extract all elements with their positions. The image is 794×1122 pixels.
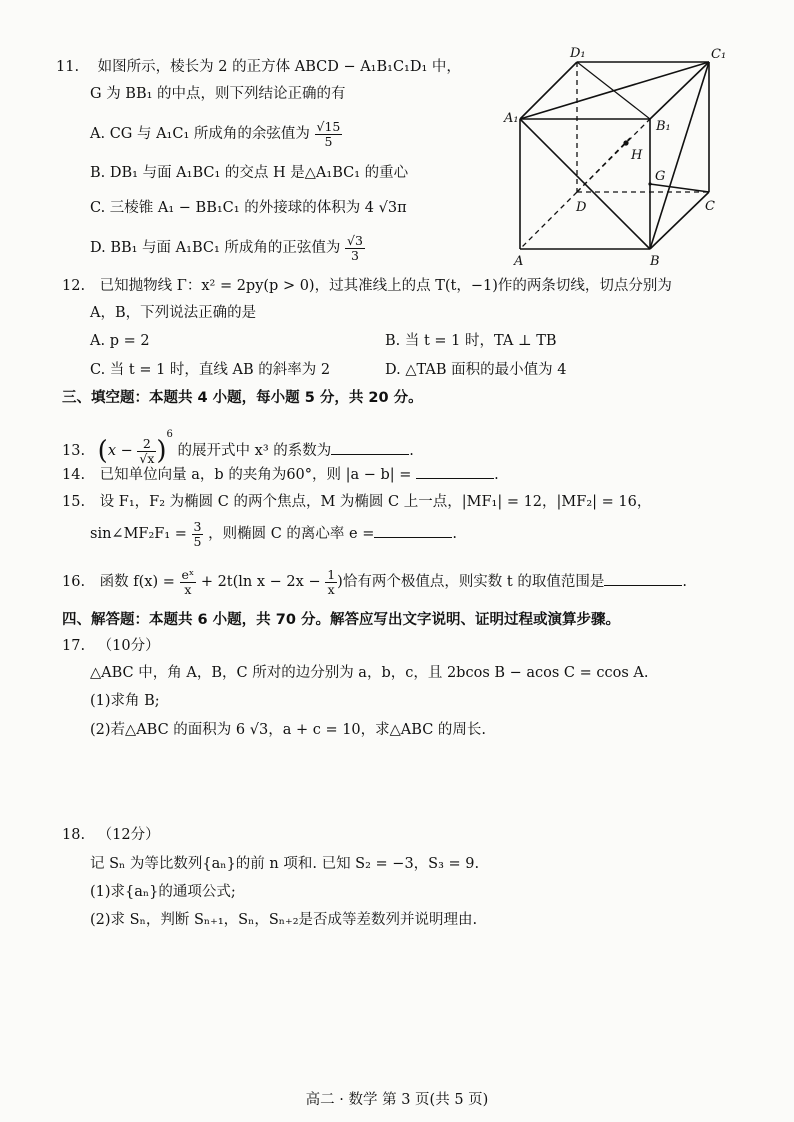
q12-stem-1: 已知抛物线 Γ：x² = 2py(p > 0)，过其准线上的点 T(t，−1)作的两条切线，切点分别为 xyxy=(99,278,672,294)
q15-frac-den: 5 xyxy=(193,533,202,549)
q15-line1 xyxy=(62,492,651,512)
q11-option-d-text: D. BB₁ 与面 A₁BC₁ 所成角的正弦值为 xyxy=(90,240,341,256)
q15-end: . xyxy=(452,526,457,542)
q14-end: . xyxy=(494,467,499,483)
q11-line1 xyxy=(56,57,461,77)
q17-number: 17. xyxy=(62,638,86,654)
page-footer: 高二 · 数学 第 3 页(共 5 页) xyxy=(305,1092,489,1108)
q15-fraction xyxy=(192,520,204,549)
q16-frac1-num: eˣ xyxy=(181,566,195,582)
q16-frac1-den: x xyxy=(184,581,192,597)
q13-number: 13. xyxy=(62,443,86,459)
q18-header xyxy=(62,825,160,845)
q12-option-d: D. △TAB 面积的最小值为 4 xyxy=(385,362,567,378)
q13-post: 的展开式中 x³ 的系数为 xyxy=(177,443,332,459)
q16-frac2-den: x xyxy=(327,581,335,597)
q16-frac2-num: 1 xyxy=(327,566,336,582)
q13-exponent: 6 xyxy=(166,429,173,440)
q11-option-a-num: √15 xyxy=(316,118,341,134)
q17-stem: △ABC 中，角 A，B，C 所对的边分别为 a，b，c，且 2bcos B − acos C = ccos A. xyxy=(90,665,649,681)
q18-part-1: (1)求{aₙ}的通项公式; xyxy=(90,884,236,900)
q15-sin: sin∠MF₂F₁ = xyxy=(90,526,187,542)
q11-option-a xyxy=(90,118,342,150)
label-d: D xyxy=(576,200,587,215)
q11-option-a-fraction xyxy=(315,120,343,149)
label-b: B xyxy=(650,254,660,269)
q11-option-a-text: A. CG 与 A₁C₁ 所成角的余弦值为 xyxy=(90,126,310,142)
label-c: C xyxy=(705,199,715,214)
q11-option-d-num: √3 xyxy=(347,232,363,248)
label-h: H xyxy=(631,148,643,163)
q12-stem-2: A，B，下列说法正确的是 xyxy=(90,305,257,321)
q13: 13. (x − $\frac{2}{√x}$ )$^6$ 的展开式中 x³ 的系数为 . xyxy=(62,429,414,466)
label-g: G xyxy=(655,169,666,184)
q18-number: 18. xyxy=(62,827,86,843)
q15-answer-blank[interactable] xyxy=(374,523,452,538)
q14-number: 14. xyxy=(62,467,86,483)
q13-fraction xyxy=(137,437,156,466)
segment-d1-b1 xyxy=(577,62,650,119)
cube-figure xyxy=(500,44,740,269)
label-c1: C₁ xyxy=(711,47,727,62)
q18-score: （12分） xyxy=(97,827,160,843)
q13-frac-num: 2 xyxy=(137,437,156,452)
q17-part-2: (2)若△ABC 的面积为 6 √3，a + c = 10，求△ABC 的周长. xyxy=(90,722,487,738)
q15-line2 xyxy=(90,516,457,552)
q15-number: 15. xyxy=(62,494,86,510)
q11-option-d-den: 3 xyxy=(351,247,359,263)
point-g xyxy=(648,182,651,185)
section-3-heading: 三、填空题：本题共 4 小题，每小题 5 分，共 20 分。 xyxy=(62,390,423,406)
q12-line1 xyxy=(62,276,672,296)
q12-option-a: A. p = 2 xyxy=(90,333,150,349)
q17-score: （10分） xyxy=(97,638,160,654)
point-h xyxy=(623,140,628,145)
q13-answer-blank[interactable] xyxy=(331,440,409,455)
q18-stem: 记 Sₙ 为等比数列{aₙ}的前 n 项和. 已知 S₂ = −3，S₃ = 9. xyxy=(90,856,480,872)
q11-option-a-den: 5 xyxy=(324,133,333,149)
edge-d-a xyxy=(520,192,577,249)
q12-option-c: C. 当 t = 1 时，直线 AB 的斜率为 2 xyxy=(90,362,331,378)
segment-g-c xyxy=(650,184,709,192)
segment-d-h xyxy=(577,138,630,192)
q16-fraction-1 xyxy=(180,568,197,597)
label-b1: B₁ xyxy=(656,119,671,134)
q14-answer-blank[interactable] xyxy=(416,464,494,479)
q16-number: 16. xyxy=(62,574,86,590)
q11-option-d-fraction xyxy=(345,234,365,263)
section-4-heading: 四、解答题：本题共 6 小题，共 70 分。解答应写出文字说明、证明过程或演算步骤。 xyxy=(62,612,620,628)
q14-text: 已知单位向量 a，b 的夹角为60°，则 |a − b| = xyxy=(99,467,412,483)
q11-option-c: C. 三棱锥 A₁ − BB₁C₁ 的外接球的体积为 4 √3π xyxy=(90,200,407,216)
label-d1: D₁ xyxy=(570,46,586,61)
q15-frac-num: 3 xyxy=(193,518,202,534)
q16-answer-blank[interactable] xyxy=(604,571,682,586)
q13-frac-den: √x xyxy=(139,450,155,466)
q12-number: 12. xyxy=(62,278,86,294)
q12-option-b: B. 当 t = 1 时，TA ⊥ TB xyxy=(385,333,557,349)
label-a1: A₁ xyxy=(504,111,519,126)
q11-option-b: B. DB₁ 与面 A₁BC₁ 的交点 H 是△A₁BC₁ 的重心 xyxy=(90,165,409,181)
q16-pre: 函数 f(x) = xyxy=(99,574,175,590)
q15-text-2: ，则椭圆 C 的离心率 e = xyxy=(208,526,375,542)
q13-pre: x − xyxy=(107,443,133,459)
q16-fraction-2 xyxy=(325,568,337,597)
q16-mid: + 2t(ln x − 2x − xyxy=(200,574,321,590)
q16-end: . xyxy=(682,574,687,590)
q17-header xyxy=(62,636,160,656)
q13-end: . xyxy=(409,443,414,459)
q14 xyxy=(62,464,499,485)
q11-number: 11. xyxy=(56,59,80,75)
q16-post: )恰有两个极值点，则实数 t 的取值范围是 xyxy=(337,574,605,590)
q18-part-2: (2)求 Sₙ，判断 Sₙ₊₁，Sₙ，Sₙ₊₂是否成等差数列并说明理由. xyxy=(90,912,478,928)
label-a: A xyxy=(514,254,524,269)
q11-option-d xyxy=(90,232,365,264)
q17-part-1: (1)求角 B; xyxy=(90,693,160,709)
q11-stem-2: G 为 BB₁ 的中点，则下列结论正确的有 xyxy=(90,86,346,102)
q15-text-1: 设 F₁，F₂ 为椭圆 C 的两个焦点，M 为椭圆 C 上一点，|MF₁| = 12，|MF₂| = 16， xyxy=(99,494,652,510)
q11-stem-1: 如图所示，棱长为 2 的正方体 ABCD − A₁B₁C₁D₁ 中， xyxy=(97,59,461,75)
q16 xyxy=(62,564,687,600)
